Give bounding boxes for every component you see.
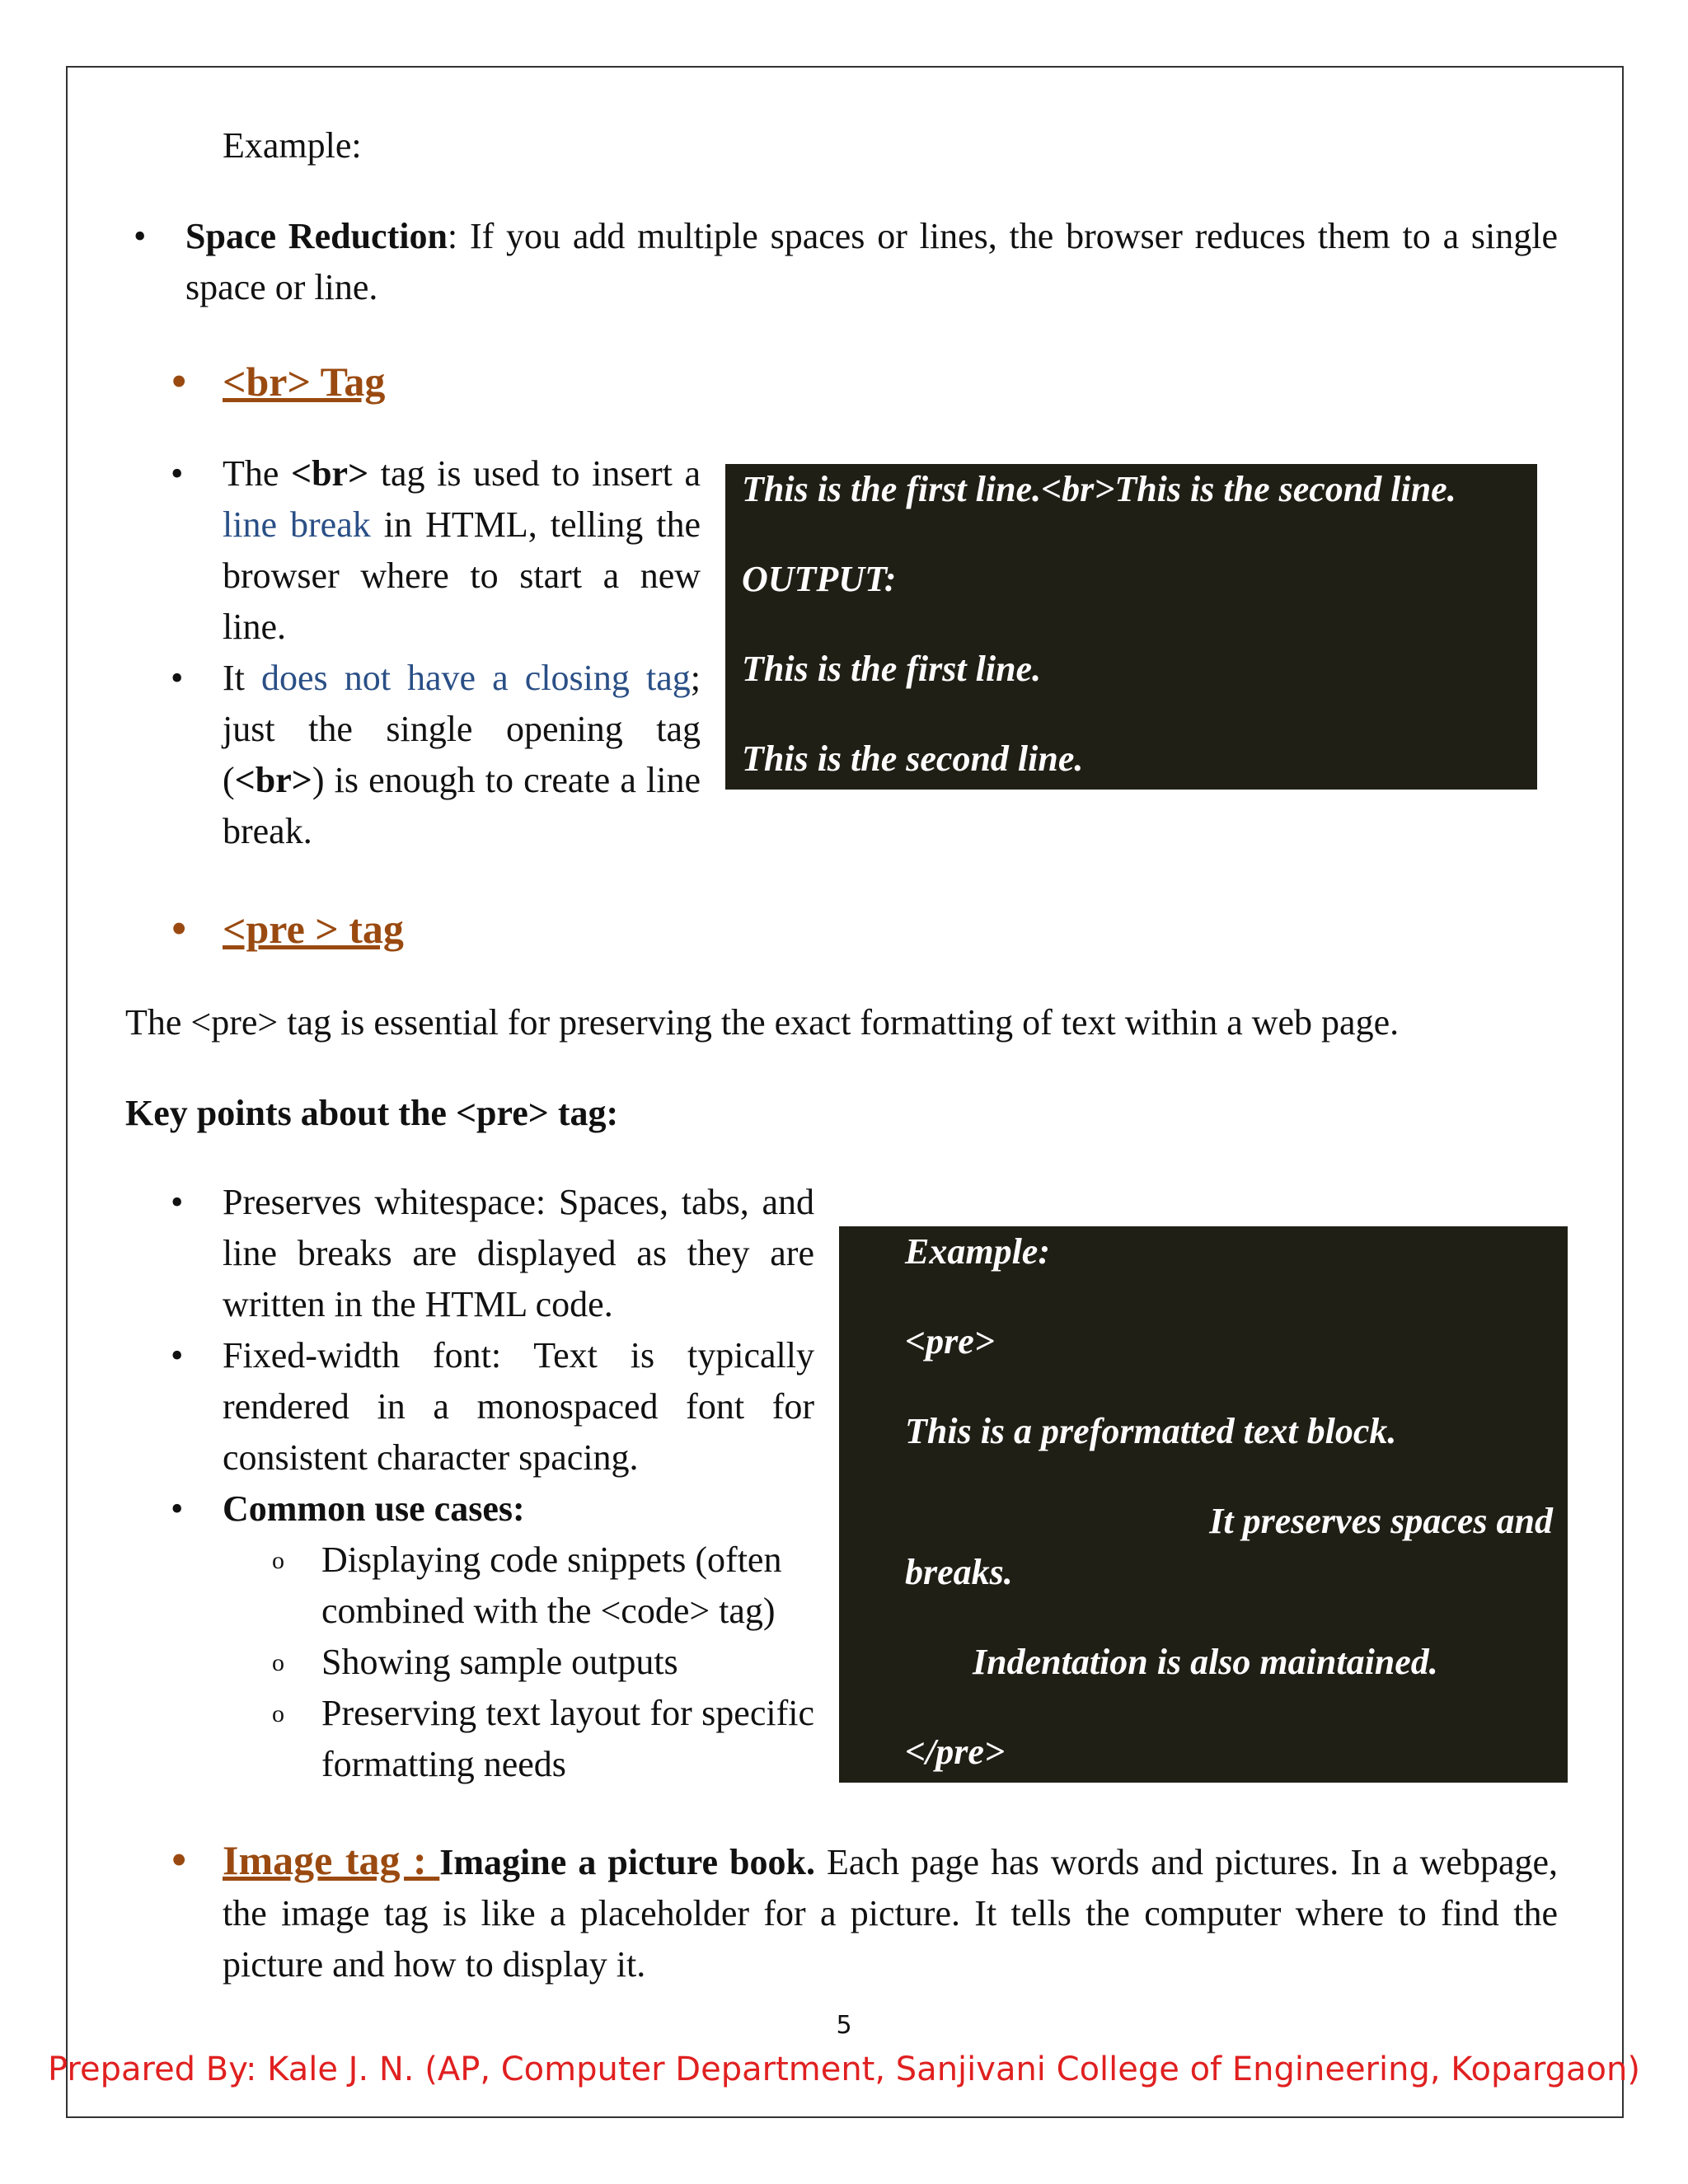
footer-credit: Prepared By: Kale J. N. (AP, Computer Department, Sanjivani College of Engineering, Kopargaon): [48, 2050, 1640, 2088]
bullet-dot: •: [171, 1182, 184, 1222]
bullet-dot: •: [134, 216, 147, 256]
br-box-line: This is the second line.: [742, 738, 1084, 779]
pre-bullet-fixed-width: Fixed-width font: Text is typically rendered in a monospaced font for consistent character spacing.: [223, 1335, 814, 1478]
text-run: ) is enough to create a line break.: [223, 760, 701, 851]
image-tag-heading: Image tag :: [223, 1837, 440, 1883]
br-box-line: This is the first line.<br>This is the second line.: [742, 469, 1456, 509]
text-run: The: [223, 453, 292, 494]
pre-intro: The <pre> tag is essential for preserving the exact formatting of text within a web page.: [125, 1002, 1400, 1043]
br-example-box: [725, 464, 1537, 790]
space-reduction-text: : If you add multiple spaces or lines, the browser reduces them to a single space or line.: [185, 216, 1559, 307]
pre-box-line: This is a preformatted text block.: [905, 1411, 1397, 1451]
heading-bullet: •: [171, 1833, 188, 1886]
text-run: tag is used to insert a: [368, 453, 701, 494]
pre-box-line: breaks.: [905, 1552, 1013, 1592]
pre-box-line: Indentation is also maintained.: [973, 1642, 1438, 1682]
image-tag-paragraph: [223, 1835, 1558, 1990]
text-run: ; just the single opening tag (: [223, 658, 701, 800]
heading-bullet: •: [171, 354, 188, 408]
space-reduction-term: Space Reduction: [185, 216, 448, 256]
no-closing-tag-term: does not have a closing tag: [260, 658, 691, 698]
image-tag-text: Each page has words and pictures. In a webpage, the image tag is like a placeholder for a picture. It tells the computer where to find the picture and how to display it.: [223, 1842, 1558, 1985]
sub-bullet-circle: o: [272, 1649, 284, 1676]
br-box-line: OUTPUT:: [742, 559, 897, 599]
pre-example-box: [839, 1226, 1568, 1783]
pre-tag-heading: <pre > tag: [223, 906, 404, 952]
bullet-dot: •: [171, 453, 184, 494]
line-break-term: line break: [223, 504, 371, 545]
bullet-dot: •: [171, 1488, 184, 1529]
bullet-dot: •: [171, 1335, 184, 1376]
use-case-sample-outputs: Showing sample outputs: [321, 1642, 678, 1682]
heading-bullet: •: [171, 902, 188, 955]
pre-bullet-whitespace: Preserves whitespace: Spaces, tabs, and line breaks are displayed as they are written in the HTML code.: [223, 1182, 814, 1324]
br-paragraph-1: [223, 448, 701, 653]
page-number: 5: [836, 2011, 852, 2040]
br-tag-heading: <br> Tag: [223, 359, 386, 405]
br-tag-code: <br>: [291, 453, 369, 494]
pre-bullet-use-cases: Common use cases:: [223, 1488, 525, 1529]
image-tag-bold: Imagine a picture book.: [439, 1842, 815, 1882]
use-case-preserve-layout: Preserving text layout for specific formatting needs: [321, 1693, 814, 1784]
text-run: It: [223, 658, 261, 698]
example-label: Example:: [223, 125, 362, 166]
br-paragraph-2: [223, 653, 701, 857]
bullet-dot: •: [171, 658, 184, 698]
pre-box-line: <pre>: [905, 1321, 995, 1361]
br-box-line: This is the first line.: [742, 649, 1042, 689]
br-tag-code: <br>: [234, 760, 312, 800]
text-run: in HTML, telling the browser where to start a new line.: [223, 504, 701, 647]
pre-box-line: It preserves spaces and: [1209, 1501, 1553, 1541]
pre-key-points-heading: Key points about the <pre> tag:: [125, 1093, 619, 1133]
pre-box-line: </pre>: [905, 1732, 1006, 1772]
pre-box-line: Example:: [905, 1231, 1050, 1272]
sub-bullet-circle: o: [272, 1700, 284, 1727]
space-reduction-paragraph: [185, 211, 1558, 313]
sub-bullet-circle: o: [272, 1547, 284, 1574]
use-case-code-snippets: Displaying code snippets (often combined with the <code> tag): [321, 1540, 782, 1631]
